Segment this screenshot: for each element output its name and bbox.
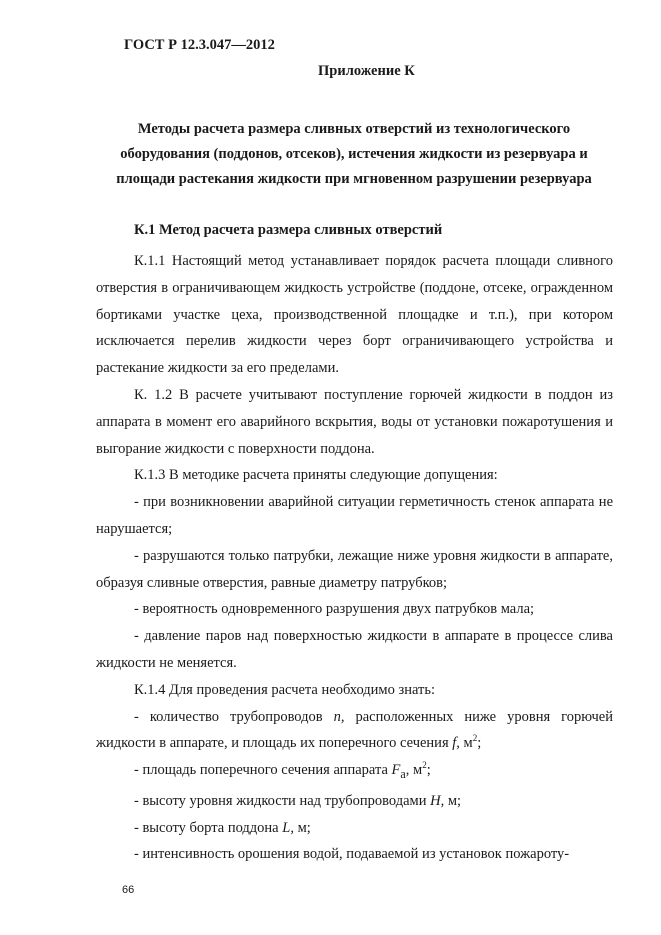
appendix-label: Приложение К [318,63,415,79]
text-run: - площадь поперечного сечения аппарата [134,762,392,779]
appendix-title [96,117,612,192]
body-text [96,248,613,868]
list-item: - интенсивность орошения водой, подаваемой из установок пожароту- [134,846,570,863]
list-item [96,757,613,788]
list-item: - давление паров над поверхностью жидкости в аппарате в процессе слива жидкости не меняется. [96,628,613,671]
title-line: оборудования (поддонов, отсеков), истечения жидкости из резервуара и [120,146,588,162]
text-run: , м [405,762,423,779]
list-item: - при возникновении аварийной ситуации герметичность стенок аппарата не нарушается; [96,494,613,537]
text-run: , м [456,735,473,752]
list-item [96,788,613,815]
variable-H: H, [430,792,445,809]
page-number: 66 [122,884,135,896]
section-heading: К.1 Метод расчета размера сливных отверстий [134,222,443,238]
paragraph: К. 1.2 В расчете учитывают поступление горючей жидкости в поддон из аппарата в момент его аварийного вскрытия, воды от установки пожаротушения и выгорание жидкости с поверхности поддона. [96,386,613,457]
text-run: расположенных ниже уровня горючей жидкости в аппарате, и площадь их поперечного сечения [96,708,613,752]
paragraph: К.1.3 В методике расчета приняты следующие допущения: [134,467,498,484]
title-line: площади растекания жидкости при мгновенном разрушении резервуара [116,171,592,187]
variable-n: n, [333,708,345,725]
variable-L: L, [282,819,294,836]
variable-f: f [452,735,457,752]
superscript: 2 [472,733,478,744]
subscript: a [400,767,406,782]
variable-F: F [391,762,401,779]
list-item [96,815,613,842]
title-line: Методы расчета размера сливных отверстий из технологического [137,121,571,137]
list-item: - вероятность одновременного разрушения двух патрубков мала; [134,601,535,618]
text-run: ; [426,762,431,779]
text-run: м; [293,819,311,836]
text-run: - высоту борта поддона [134,819,283,836]
standard-number: ГОСТ Р 12.3.047—2012 [124,37,275,53]
text-run: м; [444,792,462,809]
list-item: - разрушаются только патрубки, лежащие ниже уровня жидкости в аппарате, образуя сливные отверстия, равные диаметру патрубков; [96,547,613,591]
list-item [96,704,613,758]
superscript: 2 [422,760,427,771]
text-run: ; [477,735,482,752]
text-run: - количество трубопроводов [134,708,334,725]
paragraph: К.1.4 Для проведения расчета необходимо знать: [134,681,436,698]
text-run: - высоту уровня жидкости над трубопроводами [134,792,431,809]
paragraph: К.1.1 Настоящий метод устанавливает порядок расчета площади сливного отверстия в ограничивающем жидкость устройстве (поддоне, отсеке, огражденном бортиками участке цеха, производственной площадке и т.п.), при котором исключается перелив жидкости через борт ограничивающего устройства и растекание жидкости за его пределами. [96,253,613,377]
